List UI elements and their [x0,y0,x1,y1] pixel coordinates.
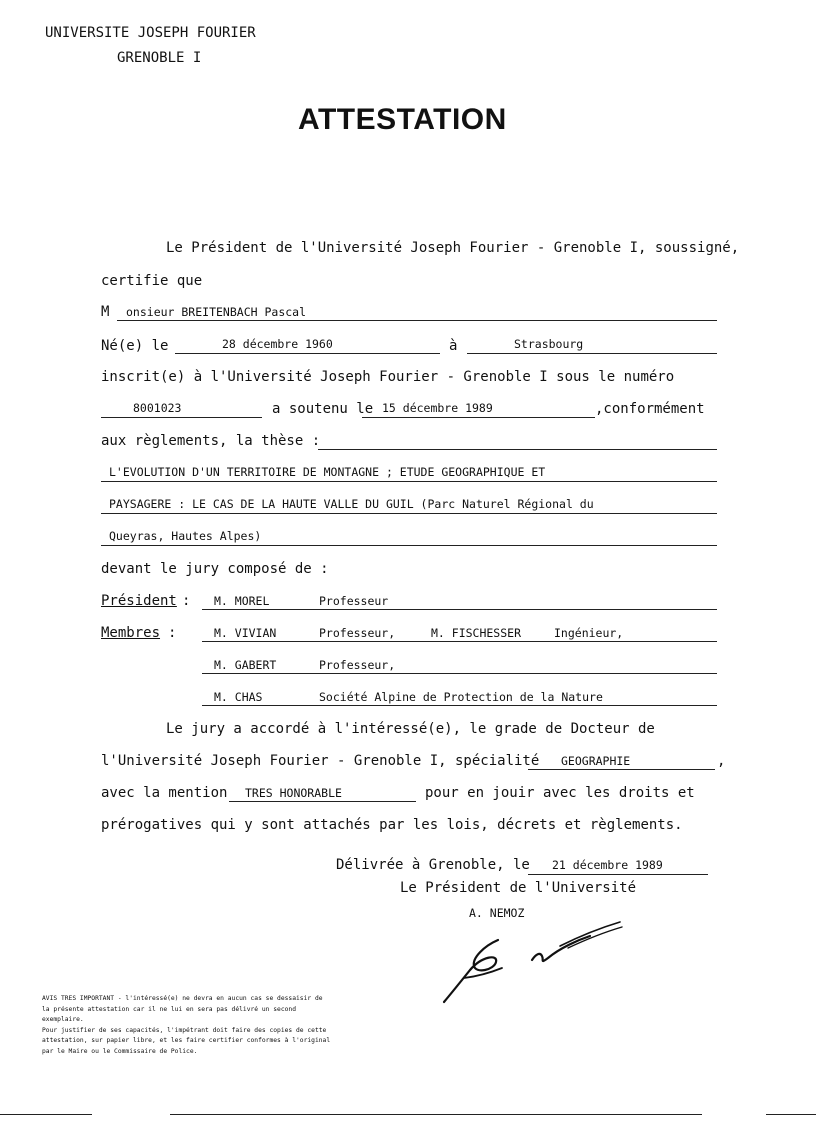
footer-line-left [0,1114,92,1115]
delivery-date-line [528,874,708,875]
candidate-name: onsieur BREITENBACH Pascal [126,305,307,319]
university-name: UNIVERSITE JOSEPH FOURIER [45,25,256,41]
member-2-name: M. GABERT [214,658,277,672]
delivery-date: 21 décembre 1989 [552,858,663,872]
notice-paragraph-1: AVIS TRES IMPORTANT - l'intéressé(e) ne devra en aucun cas se dessaisir de la présente attestation car il ne lui en sera pas délivré un second exemplaire. [42,995,323,1023]
member-3-name: M. CHAS [214,690,263,704]
name-line [117,320,717,321]
thesis-title-line-3: Queyras, Hautes Alpes) [109,529,262,543]
jury-intro: devant le jury composé de : [101,561,329,577]
defense-date: 15 décembre 1989 [382,401,493,415]
thesis-line-2 [101,513,717,514]
grant-line-1: Le jury a accordé à l'intéressé(e), le grade de Docteur de [166,721,655,737]
mention-value: TRES HONORABLE [245,786,342,800]
members-colon: : [168,625,177,641]
student-number: 8001023 [133,401,182,415]
enrolled-line: inscrit(e) à l'Université Joseph Fourier - Grenoble I sous le numéro [101,369,675,385]
thesis-line-0 [318,449,717,450]
notice-paragraph-2: Pour justifier de ses capacités, l'impétrant doit faire des copies de cette attestation, sur papier libre, et les faire certifier conformes à l'original par le Maire ou le Commissaire de Police. [42,1026,331,1055]
member-line-1 [202,641,717,642]
university-campus: GRENOBLE I [117,50,202,66]
thesis-line-1 [101,481,717,482]
president-line [202,609,717,610]
defense-date-line [362,417,595,418]
rules-label: aux règlements, la thèse : [101,433,321,449]
member-1-role: Professeur, [319,626,396,640]
defended-label: a soutenu le [272,401,374,417]
born-label: Né(e) le [101,338,169,354]
important-notice [42,994,332,1057]
footer-line-right [766,1114,816,1115]
president-role: Professeur [319,594,389,608]
thesis-line-3 [101,545,717,546]
page-title: ATTESTATION [298,103,507,136]
birth-date: 28 décembre 1960 [222,337,333,351]
specialty-line [528,769,715,770]
member-1b-role: Ingénieur, [554,626,624,640]
member-1-name: M. VIVIAN [214,626,277,640]
member-line-3 [202,705,717,706]
mention-label: avec la mention [101,785,228,801]
birth-place-line [467,353,717,354]
student-number-line [101,417,262,418]
signature [440,918,625,1008]
president-label: Président [101,593,177,609]
conform-label: ,conformément [595,401,705,417]
certifie-label: certifie que [101,273,203,289]
member-2-role: Professeur, [319,658,396,672]
candidate-prefix: M [101,304,110,320]
at-label: à [449,338,458,354]
signer-title: Le Président de l'Université [400,880,637,896]
mention-line [229,801,416,802]
member-1b-name: M. FISCHESSER [431,626,522,640]
thesis-title-line-2: PAYSAGERE : LE CAS DE LA HAUTE VALLE DU GUIL (Parc Naturel Régional du [109,497,594,511]
thesis-title-line-1: L'EVOLUTION D'UN TERRITOIRE DE MONTAGNE ; ETUDE GEOGRAPHIQUE ET [109,465,546,479]
specialty-comma: , [717,753,726,769]
signer-name: A. NEMOZ [469,906,525,920]
president-colon: : [182,593,191,609]
member-line-2 [202,673,717,674]
grant-line-4: prérogatives qui y sont attachés par les lois, décrets et règlements. [101,817,683,833]
intro-line: Le Président de l'Université Joseph Fourier - Grenoble I, soussigné, [166,240,740,256]
rights-text: pour en jouir avec les droits et [425,785,695,801]
members-label: Membres [101,625,161,641]
birth-place: Strasbourg [514,337,584,351]
grant-line-2: l'Université Joseph Fourier - Grenoble I, spécialité [101,753,540,769]
delivery-label: Délivrée à Grenoble, le [336,857,530,873]
member-3-role: Société Alpine de Protection de la Nature [319,690,603,704]
president-name: M. MOREL [214,594,270,608]
specialty: GEOGRAPHIE [561,754,631,768]
footer-line-center [170,1114,702,1115]
birth-date-line [175,353,440,354]
